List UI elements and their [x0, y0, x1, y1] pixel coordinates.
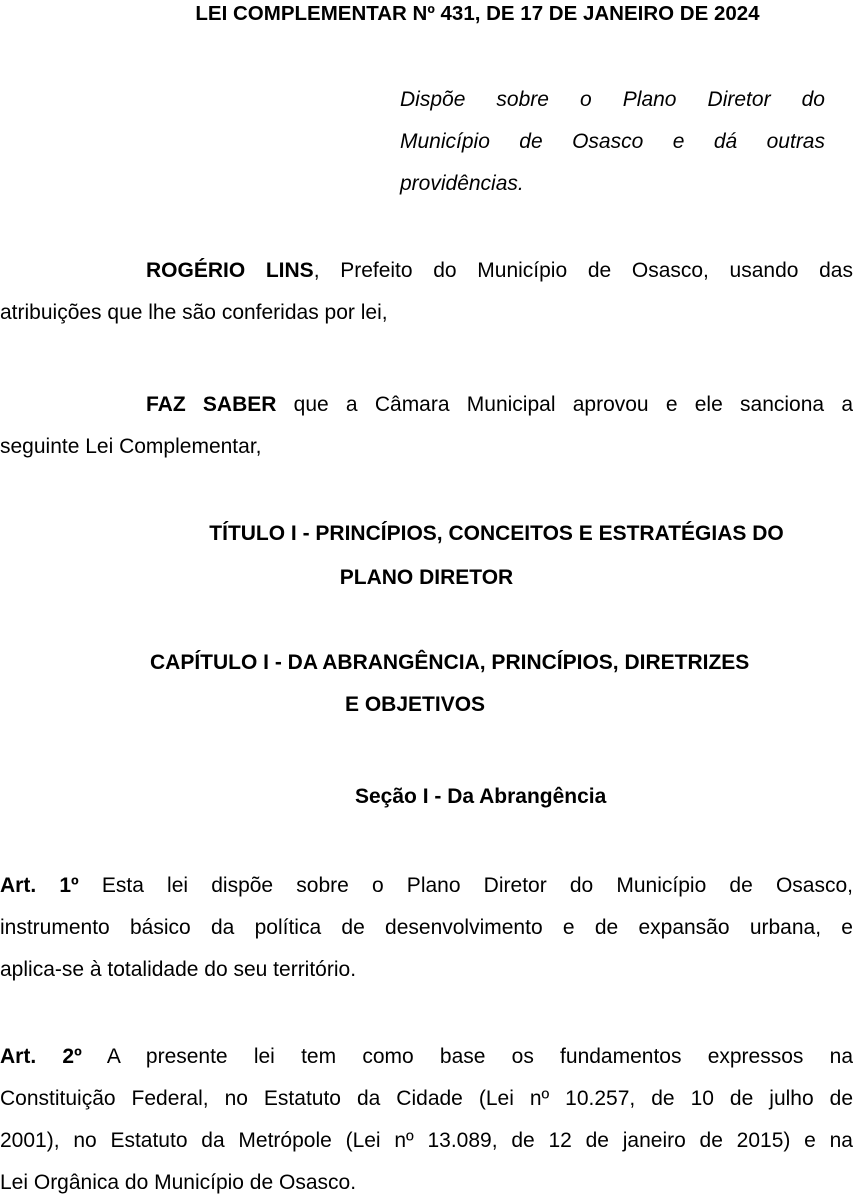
article-label: Art. 2º	[0, 1045, 82, 1068]
preamble-enact-line: seguinte Lei Complementar,	[0, 435, 262, 458]
article-text: Esta lei dispõe sobre o Plano Diretor do Município de Osasco,	[78, 874, 853, 897]
section-heading	[0, 776, 853, 818]
article-line: Lei Orgânica do Município de Osasco.	[0, 1171, 357, 1194]
enact-label: FAZ SABER	[146, 393, 277, 416]
preamble-mayor-line	[0, 250, 853, 292]
article-1	[0, 865, 853, 991]
article-line	[0, 865, 853, 907]
law-title: LEI COMPLEMENTAR Nº 431, DE 17 DE JANEIRO DE 2024	[195, 2, 760, 25]
mayor-text: , Prefeito do Município de Osasco, usando das	[313, 259, 853, 282]
section-heading-text: Seção I - Da Abrangência	[355, 785, 607, 808]
law-summary	[400, 79, 825, 205]
title-heading-line: PLANO DIRETOR	[339, 566, 514, 589]
title-heading	[0, 512, 853, 600]
summary-line: Município de Osasco e dá outras	[400, 130, 825, 153]
title-heading-line: TÍTULO I - PRINCÍPIOS, CONCEITOS E ESTRATÉGIAS DO	[209, 522, 784, 545]
article-line: aplica-se à totalidade do seu território.	[0, 958, 357, 981]
article-2	[0, 1036, 853, 1204]
article-line: 2001), no Estatuto da Metrópole (Lei nº 13.089, de 12 de janeiro de 2015) e na	[0, 1129, 853, 1152]
preamble-enactment	[0, 384, 853, 468]
chapter-heading-line: CAPÍTULO I - DA ABRANGÊNCIA, PRINCÍPIOS, DIRETRIZES	[150, 651, 750, 674]
article-line: Constituição Federal, no Estatuto da Cidade (Lei nº 10.257, de 10 de julho de	[0, 1087, 853, 1110]
chapter-heading	[0, 642, 853, 726]
preamble-mayor-line: atribuições que lhe são conferidas por lei,	[0, 301, 388, 324]
article-line	[0, 1036, 853, 1078]
article-text: A presente lei tem como base os fundamentos expressos na	[81, 1045, 853, 1068]
article-line: instrumento básico da política de desenvolvimento e de expansão urbana, e	[0, 916, 853, 939]
preamble-enact-line	[0, 384, 853, 426]
enact-text: que a Câmara Municipal aprovou e ele sanciona a	[276, 393, 853, 416]
preamble-mayor	[0, 250, 853, 334]
mayor-name: ROGÉRIO LINS	[146, 259, 314, 282]
chapter-heading-line: E OBJETIVOS	[345, 693, 486, 716]
article-label: Art. 1º	[0, 874, 79, 897]
summary-line: providências.	[400, 172, 524, 195]
summary-line: Dispõe sobre o Plano Diretor do	[400, 88, 825, 111]
